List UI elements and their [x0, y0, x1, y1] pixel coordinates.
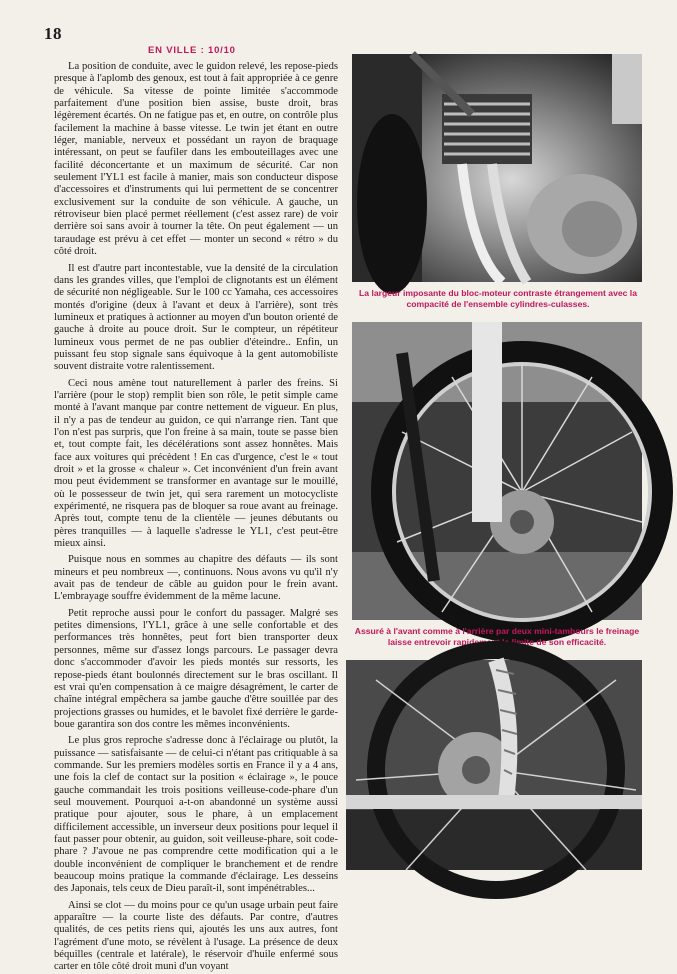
article-paragraph: Petit reproche aussi pour le confort du passager. Malgré ses petites dimensions, l'YL1, grâce à une selle confortable et des performances très honnêtes, peut fort bien transporter deux personnes, même sur d'assez longs parcours. Le passager devra donc s'accommoder d'avoir les pieds montés sur ressorts, les repose-pieds étant boulonnés directement sur le bras oscillant. Il est vrai qu'en compensation à ce maigre désagrément, le carter de chaîne intégral empêchera sa jambe gauche d'être souillée par des projections grasses ou humides, et le bavolet fixé derrière le garde-boue garantira son dos contre les mêmes inconvénients. [54, 607, 338, 730]
engine-photo-illustration [352, 54, 642, 282]
page-number: 18 [44, 24, 62, 43]
rear-hub-photo [346, 660, 642, 870]
article-paragraph: Le plus gros reproche s'adresse donc à l'éclairage ou plutôt, la puissance — satisfaisante — de celui-ci n'étant pas critiquable à sa commande. Sur les premiers modèles sortis en France il y a 4 ans, une fois la clef de contact sur la position « éclairage », le pouce gauche commandait les trois positions veilleuse-code-phare d'un seul mouvement. Pourquoi a-t-on abandonné un système aussi pratique pour ajouter, sous le phare, à un emplacement difficilement accessible, un inverseur deux positions pour lequel il faut passer pour obtenir, au guidon, soit veilleuse-phare, soit code-phare ? J'avoue ne pas comprendre cette modification qui a le double inconvénient de compliquer le branchement et de rendre beaucoup moins pratique la commande d'éclairage. Les desseins des Japonais, tels ceux de Dieu paraît-il, sont impénétrables... [54, 735, 338, 895]
article-paragraph: Puisque nous en sommes au chapitre des défauts — ils sont mineurs et peu nombreux —, continuons. Nous avons vu qu'il n'y avait pas de tendeur de câble au guidon pour le frein avant. L'embrayage souffre évidemment de la même lacune. [54, 554, 338, 603]
article-body [54, 61, 339, 973]
article-paragraph: Il est d'autre part incontestable, vue la densité de la circulation dans les grandes villes, que l'emploi de clignotants est un élément de sécurité non négligeable. Sur le 100 cc Yamaha, ces accessoires montés d'origine (deux à l'avant et deux à l'arrière), sont très lumineux et pratiques à actionner au moyen d'un bouton orienté de gauche à droite au pouce droit. Sur le compteur, un répétiteur lumineux vous permet de ne pas oublier d'éteindre.. Enfin, un puissant feu stop signale sans équivoque à la gent automobiliste souvent distraite votre ralentissement. [54, 262, 338, 373]
engine-photo [352, 54, 642, 282]
article-paragraph: Ceci nous amène tout naturellement à parler des freins. Si l'arrière (pour le stop) remplit bien son rôle, le petit simple came monté à l'avant manque par contre nettement de vigueur. En plus, il n'y a pas de tendeur au guidon, ce qui n'arrange rien. Tant que l'on n'est pas surpris, que l'on freine à sa main, toute se passe bien et, tout compte fait, les décélérations sont assez honnêtes. Mais face aux voitures qui précèdent ! En cas d'urgence, c'est le « tout droit » et la grosse « chaleur ». Cet inconvénient d'un frein avant mou peut évidemment se transformer en avantage sur le mouillé, où le possesseur de twin jet, qui sera rarement un motocycliste expérimenté, ne risquera pas de bloquer sa roue avant au freinage. Après tout, compte tenu de la clientèle — jeunes débutants ou pères tranquilles — à laquelle s'adresse le YL1, c'est peut-être mieux ainsi. [54, 377, 338, 550]
section-heading: EN VILLE : 10/10 [148, 45, 236, 56]
rear-hub-photo-illustration [346, 660, 642, 870]
article-paragraph: La position de conduite, avec le guidon relevé, les repose-pieds presque à l'aplomb des genoux, est tout à fait appropriée à ce genre de véhicule. Sa vitesse de pointe limitée s'accommode parfaitement d'une position bien assise, buste droit, bras légèrement écartés. On ne fatigue pas et, en outre, on contrôle plus facilement la machine à basse vitesse. Le twin jet étant en outre léger, maniable, nerveux et possédant un rayon de braquage intéressant, on peut se faufiler dans les embouteillages avec une facilité déconcertante et un maximum de sécurité. Car non seulement l'YL1 est facile à manier, mais son conducteur dispose d'accessoires et d'instruments qui lui permettent de se concentrer exclusivement sur la conduite de son véhicule. A gauche, un rétroviseur bien placé permet réellement (c'est assez rare) de voir derrière soi sans avoir à tourner la tête. On peut également — un taraudage est prévu à cet effet — monter un second « rétro » du côté droit. [54, 61, 339, 258]
article-paragraph: Ainsi se clot — du moins pour ce qu'un usage urbain peut faire apparaître — la courte liste des défauts. Par contre, d'autres qualités, de ces petits riens qui, ajoutés les uns aux autres, font l'agrément d'une moto, se révèlent à l'usage. La présence de deux béquilles (centrale et latérale), le réservoir d'huile enfermé sous carter en tôle côté droit muni d'un voyant [54, 899, 338, 973]
wheel-photo-illustration [352, 322, 642, 620]
wheel-photo-caption: Assuré à l'avant comme à l'arrière par deux mini-tambours le freinage laisse entrevoir rapidement la limite de son efficacité. [354, 626, 640, 647]
engine-photo-caption: La largeur imposante du bloc-moteur contraste étrangement avec la compacité de l'ensemble cylindres-culasses. [359, 288, 637, 309]
wheel-photo [352, 322, 642, 620]
